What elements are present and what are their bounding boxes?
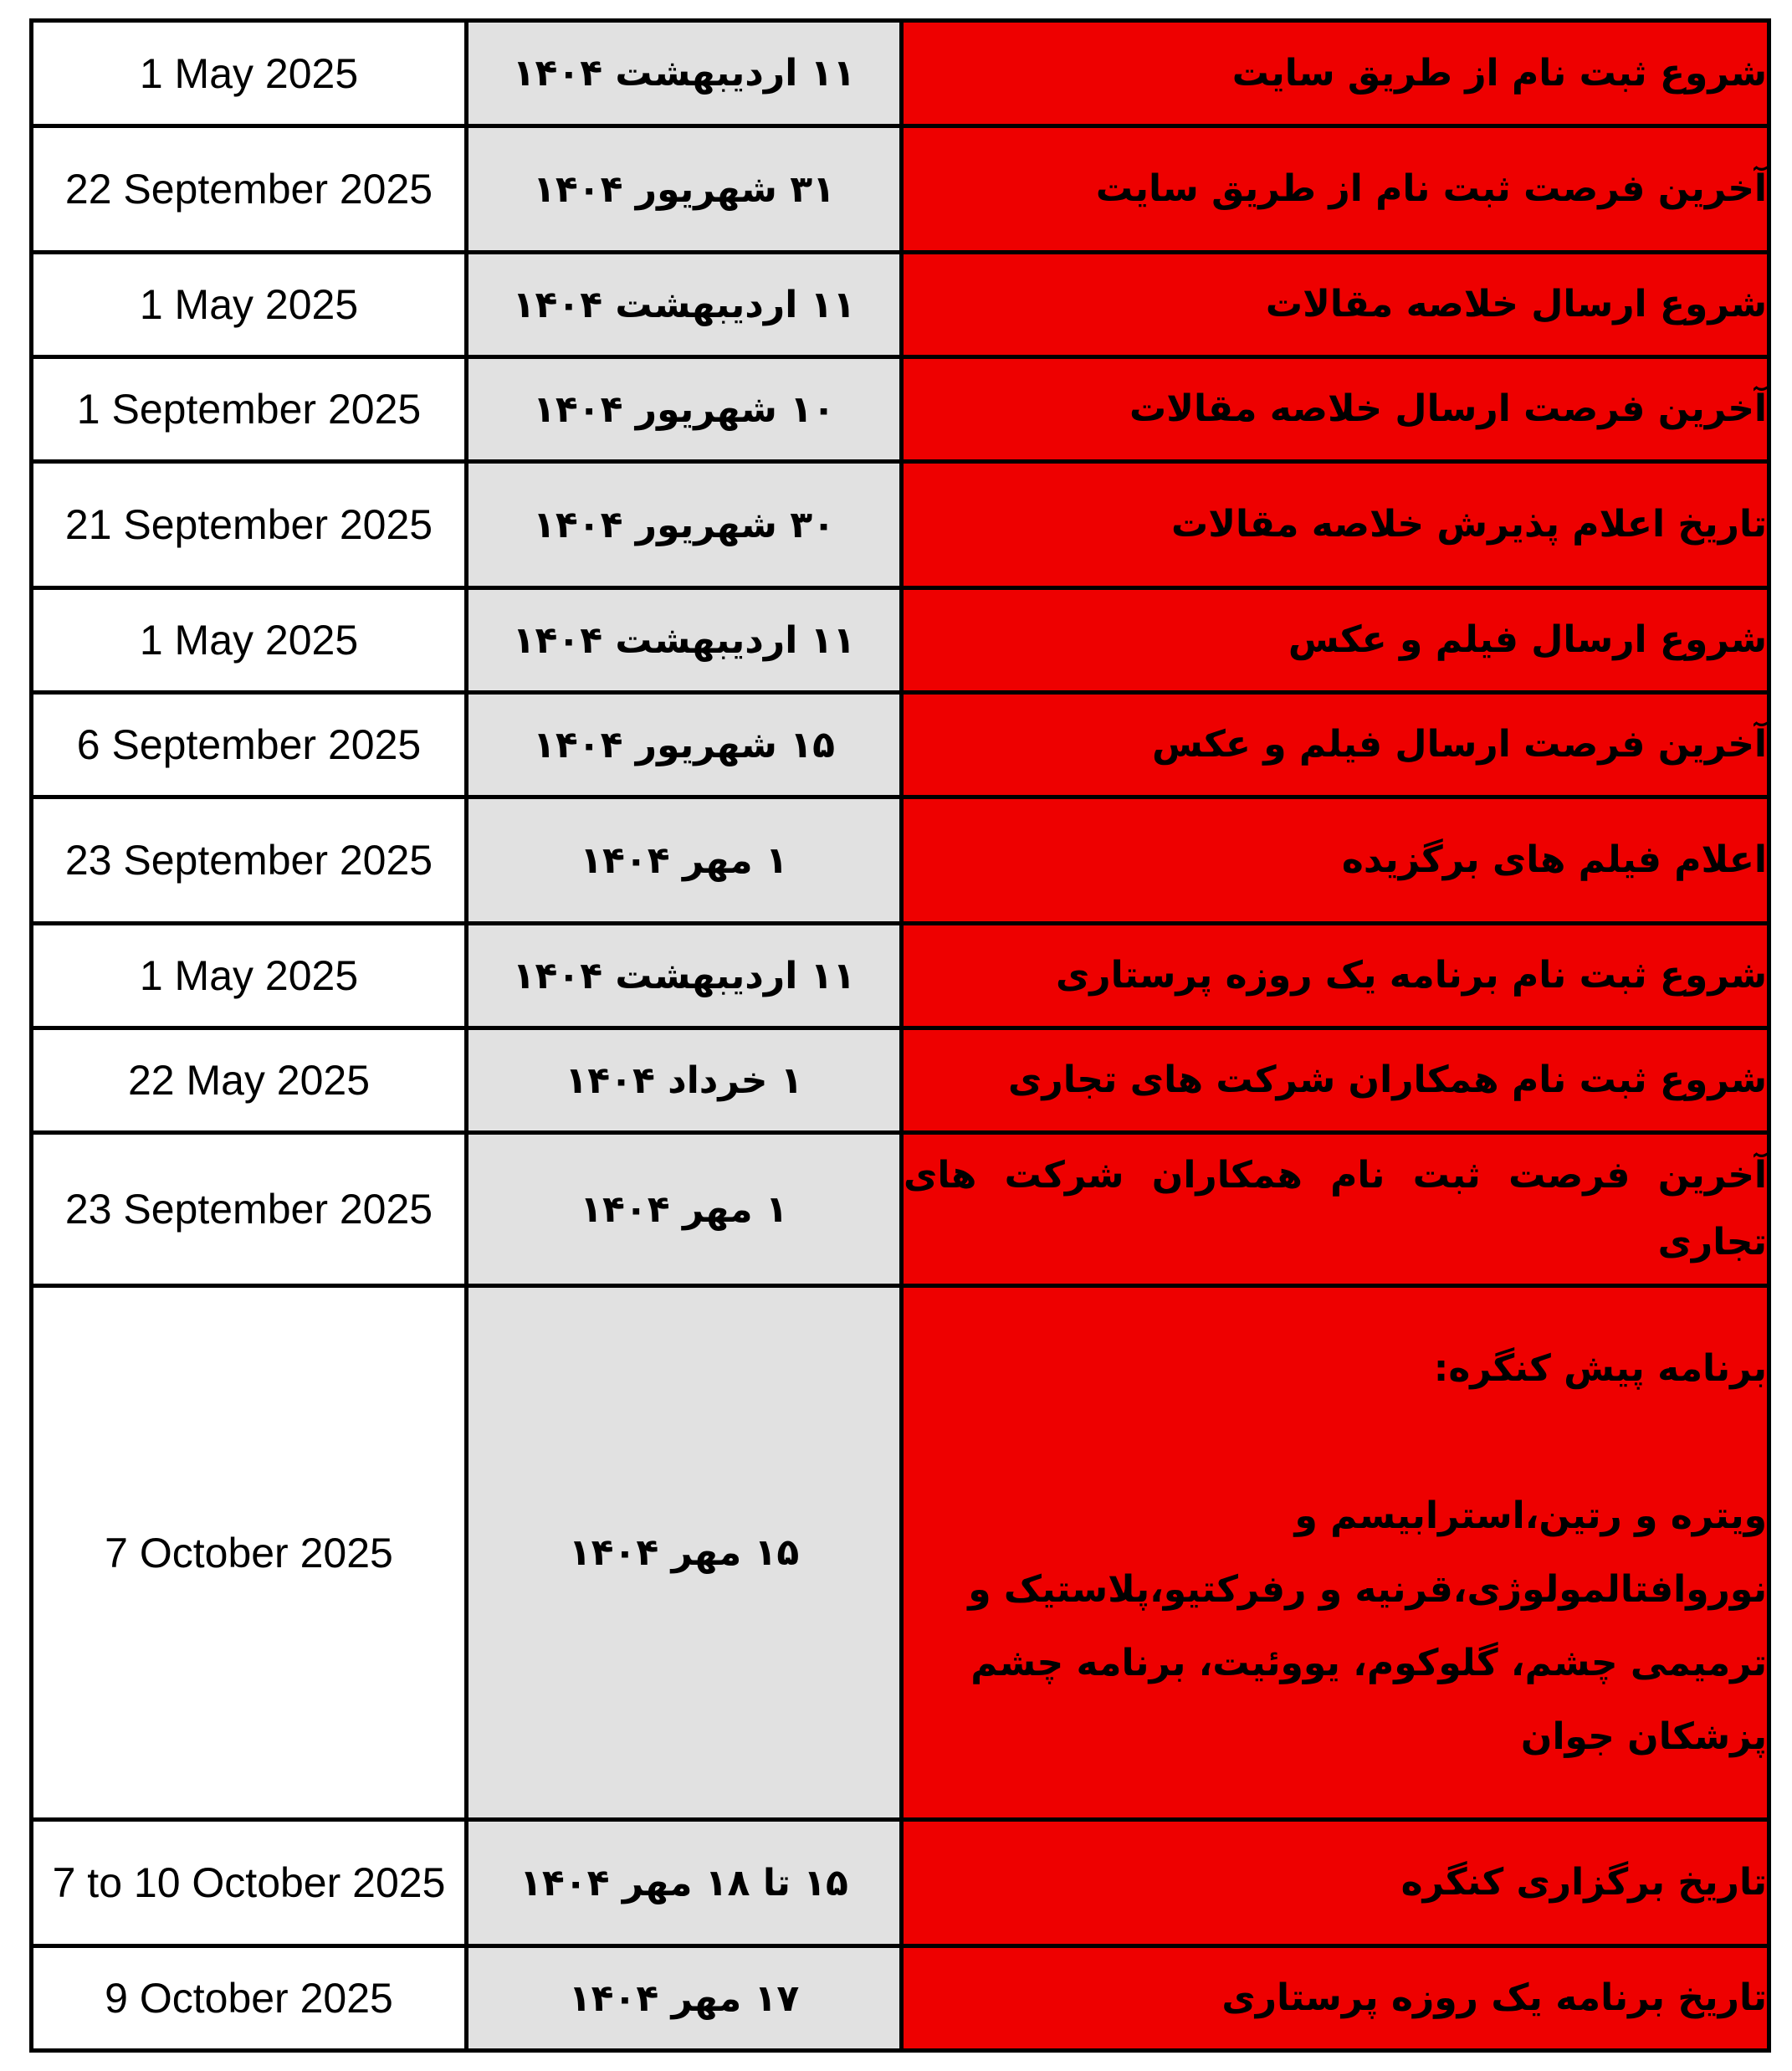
pre-congress-topics: ویتره و رتین،استرابیسم و نوروافتالمولوژی،قرنیه و رفرکتیو،پلاستیک و ترمیمی چشم، گلوکوم، یووئیت، برنامه چشم پزشکان جوان: [968, 1494, 1767, 1758]
event-cell: شروع ثبت نام برنامه یک روزه پرستاری: [902, 924, 1769, 1028]
persian-date-cell: ۱ خرداد ۱۴۰۴: [467, 1028, 902, 1133]
table-row: [32, 126, 1769, 253]
event-cell: شروع ارسال فیلم و عکس: [902, 588, 1769, 693]
table-row: [32, 21, 1769, 126]
event-cell: آخرین فرصت ارسال خلاصه مقالات: [902, 357, 1769, 462]
event-cell: [902, 1286, 1769, 1820]
gregorian-date-cell: 1 May 2025: [32, 253, 467, 357]
event-cell: آخرین فرصت ارسال فیلم و عکس: [902, 693, 1769, 797]
persian-date-cell: ۳۱ شهریور ۱۴۰۴: [467, 126, 902, 253]
gregorian-date-cell: 22 September 2025: [32, 126, 467, 253]
persian-date-cell: ۱۱ اردیبهشت ۱۴۰۴: [467, 924, 902, 1028]
table-row: [32, 1946, 1769, 2051]
gregorian-date-cell: 1 May 2025: [32, 588, 467, 693]
table-row: [32, 357, 1769, 462]
table-row: [32, 1133, 1769, 1286]
table-row: [32, 924, 1769, 1028]
event-cell: آخرین فرصت ثبت نام از طریق سایت: [902, 126, 1769, 253]
gregorian-date-cell: 1 September 2025: [32, 357, 467, 462]
persian-date-cell: ۱۵ شهریور ۱۴۰۴: [467, 693, 902, 797]
persian-date-cell: ۱۱ اردیبهشت ۱۴۰۴: [467, 21, 902, 126]
table-row: [32, 588, 1769, 693]
table-row: [32, 693, 1769, 797]
event-cell: آخرین فرصت ثبت نام همکاران شرکت های تجاری: [902, 1133, 1769, 1286]
event-cell: شروع ارسال خلاصه مقالات: [902, 253, 1769, 357]
persian-date-cell: ۳۰ شهریور ۱۴۰۴: [467, 462, 902, 588]
persian-date-cell: ۱۵ تا ۱۸ مهر ۱۴۰۴: [467, 1820, 902, 1946]
table-row: [32, 1820, 1769, 1946]
gregorian-date-cell: 1 May 2025: [32, 21, 467, 126]
gregorian-date-cell: 23 September 2025: [32, 797, 467, 924]
gregorian-date-cell: 7 October 2025: [32, 1286, 467, 1820]
event-cell: شروع ثبت نام همکاران شرکت های تجاری: [902, 1028, 1769, 1133]
event-cell: تاریخ اعلام پذیرش خلاصه مقالات: [902, 462, 1769, 588]
persian-date-cell: ۱ مهر ۱۴۰۴: [467, 797, 902, 924]
table-row: [32, 1286, 1769, 1820]
event-cell: شروع ثبت نام از طریق سایت: [902, 21, 1769, 126]
gregorian-date-cell: 1 May 2025: [32, 924, 467, 1028]
gregorian-date-cell: 9 October 2025: [32, 1946, 467, 2051]
pre-congress-heading: برنامه پیش کنگره:: [1433, 1346, 1767, 1390]
persian-date-cell: ۱ مهر ۱۴۰۴: [467, 1133, 902, 1286]
persian-date-cell: ۱۱ اردیبهشت ۱۴۰۴: [467, 588, 902, 693]
gregorian-date-cell: 21 September 2025: [32, 462, 467, 588]
persian-date-cell: ۱۵ مهر ۱۴۰۴: [467, 1286, 902, 1820]
event-cell: تاریخ برگزاری کنگره: [902, 1820, 1769, 1946]
gregorian-date-cell: 6 September 2025: [32, 693, 467, 797]
table-row: [32, 462, 1769, 588]
persian-date-cell: ۱۱ اردیبهشت ۱۴۰۴: [467, 253, 902, 357]
table-row: [32, 797, 1769, 924]
spacer: [904, 1406, 1767, 1479]
gregorian-date-cell: 23 September 2025: [32, 1133, 467, 1286]
table-row: [32, 253, 1769, 357]
event-cell: تاریخ برنامه یک روزه پرستاری: [902, 1946, 1769, 2051]
event-cell: اعلام فیلم های برگزیده: [902, 797, 1769, 924]
persian-date-cell: ۱۰ شهریور ۱۴۰۴: [467, 357, 902, 462]
table-row: [32, 1028, 1769, 1133]
congress-schedule-table: [29, 18, 1771, 2053]
persian-date-cell: ۱۷ مهر ۱۴۰۴: [467, 1946, 902, 2051]
gregorian-date-cell: 7 to 10 October 2025: [32, 1820, 467, 1946]
gregorian-date-cell: 22 May 2025: [32, 1028, 467, 1133]
